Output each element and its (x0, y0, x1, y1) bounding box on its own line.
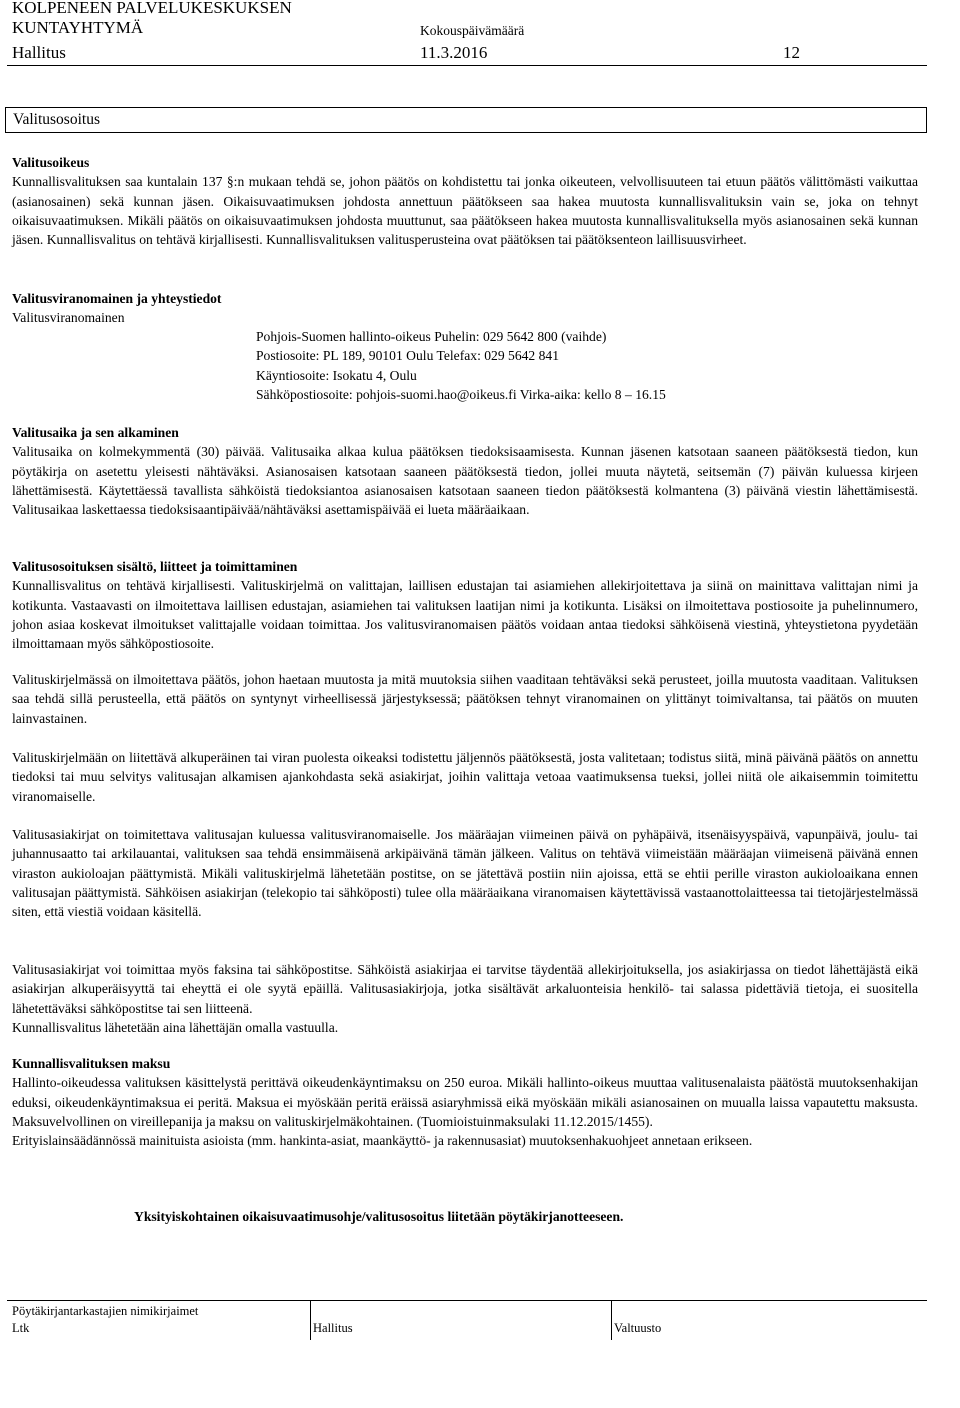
section-text: Hallinto-oikeudessa valituksen käsittelystä perittävä oikeudenkäyntimaksu on 250 euroa. Mikäli hallinto-oikeus muuttaa valitusenalaista päätöstä muutoksenhakijan eduksi, oikeudenkäyntimaksua ei peritä. Maksua ei myöskään peritä eräissä asiaryhmissä eikä myöskään mikäli asianosainen on muualla laissa vapautettu maksusta. Maksuvelvollinen on vireillepanija ja maksu on valituskirjelmäkohtainen. (Tuomioistuinmaksulaki 11.12.2015/1455). (12, 1075, 918, 1129)
header-divider (7, 65, 927, 66)
section-paragraph: Valituskirjelmässä on ilmoitettava päätös, johon haetaan muutosta ja mitä muutoksia siihen vaaditaan tehtäväksi sekä perusteet, joilla muutosta vaaditaan. Valituksen saa tehdä sillä perusteella, että päätös on syntynyt virheellisessä järjestyksessä; päätöksen tehnyt viranomainen on ylittänyt toimivaltansa, tai päätös on muuten lainvastainen. (12, 672, 918, 726)
governing-body-name: Hallitus (12, 43, 66, 62)
authority-address-block (256, 327, 666, 404)
section-heading: Kunnallisvalituksen maksu (12, 1056, 171, 1071)
page-number: 12 (783, 43, 800, 62)
meeting-date-label: Kokouspäivämäärä (420, 23, 525, 38)
section-paragraph: Kunnallisvalitus on tehtävä kirjallisesti. Valituskirjelmä on valittajan, laillisen edustajan tai asiamiehen allekirjoitettava ja siinä on mainittava valittajan nimi ja kotikunta. Vastaavasti on ilmoitettava laillisen edustajan, asiamiehen tai valituksen laatijan nimi ja kotikunta. Lisäksi on ilmoitettava postiosoite ja puhelinnumero, johon asiaa koskevat ilmoitukset valittajalle voidaan toimittaa. Jos valitusviranomaisen päätös voidaan antaa tiedoksi sähköisenä viestinä, yhteystietona pyydetään ilmoittamaan myös sähköpostiosoite. (12, 578, 918, 652)
section-text: Valitusaika on kolmekymmentä (30) päivää. Valitusaika alkaa kulua päätöksen tiedoksisaamisesta. Kunnan jäsenen katsotaan saaneen päätöksestä tiedon, kun pöytäkirja on asetettu yleisesti nähtäväksi. Asianosaisen katsotaan saaneen päätöksestä tiedon, jollei muuta näytetä, seitsemän (7) päivän kuluessa kirjeen lähettämisestä. Käytettäessä tavallista sähköistä tiedoksiantoa asianosaisen katsotaan saaneen tiedon päätöksestä kolmantena (3) päivänä viestin lähettämisestä. Valitusaikaa laskettaessa tiedoksisaantipäivää/nähtäväksi asettamispäivää ei lueta määräaikaan. (12, 444, 918, 518)
footer-column-divider (310, 1300, 311, 1340)
footer-divider (7, 1300, 927, 1301)
footer-col-valtuusto: Valtuusto (614, 1321, 662, 1335)
section-heading: Valitusosoituksen sisältö, liitteet ja toimittaminen (12, 559, 298, 574)
section-valitusoikeus (12, 153, 918, 249)
section-heading: Valitusaika ja sen alkaminen (12, 425, 179, 440)
section-paragraph: Valitusasiakirjat on toimitettava valitusajan kuluessa valitusviranomaiselle. Jos määräajan viimeinen päivä on pyhäpäivä, itsenäisyyspäivä, vapunpäivä, joulu- tai juhannusaatto tai arkilauantai, valituksen saa tehdä ensimmäisenä arkipäivänä tämän jälkeen. Valitus on tehtävä viimeistään määräajan viimeisenä päivänä ennen viraston aukioloajan päättymistä. Mikäli valituskirjelmä lähetetään postitse, on se jätettävä postiin niin ajoissa, että se ehtii perille viraston aukioloaikana ennen valitusajan päättymistä. Sähköisen asiakirjan (telekopio tai sähköposti) tulee olla määräaikana viranomaisen käytettävissä vastaanottolaitteessa tai tietojärjestelmässä siten, että viestiä voidaan käsitellä. (12, 827, 918, 920)
footer-column-divider (611, 1300, 612, 1340)
section-maksu (12, 1054, 918, 1150)
section-valitusaika (12, 423, 918, 519)
section-paragraph-block (12, 960, 918, 1037)
section-viranomainen (12, 289, 918, 328)
section-paragraph: Valituskirjelmään on liitettävä alkuperäinen tai viran puolesta oikeaksi todistettu jäljennös päätöksestä, josta valitetaan; todistus siitä, minä päivänä päätös on annettu tiedoksi tai muu selvitys valitusajan alkamisen ajankohdasta sekä asiakirjat, joihin valittaja vetoaa vaatimuksensa tueksi, jollei niitä ole aikaisemmin toimitettu viranomaiselle. (12, 750, 918, 804)
section-paragraph: Kunnallisvalitus lähetetään aina lähettäjän omalla vastuulla. (12, 1019, 339, 1035)
address-line: Pohjois-Suomen hallinto-oikeus Puhelin: 029 5642 800 (vaihde) (256, 329, 607, 344)
address-line: Käyntiosoite: Isokatu 4, Oulu (256, 367, 417, 383)
section-sisalto (12, 557, 918, 653)
footer-col-hallitus: Hallitus (313, 1321, 353, 1335)
document-title: Valitusosoitus (13, 111, 100, 128)
signatures-label: Pöytäkirjantarkastajien nimikirjaimet (12, 1304, 199, 1318)
address-line: Postiosoite: PL 189, 90101 Oulu Telefax: 029 5642 841 (256, 348, 560, 364)
footer-col-ltk: Ltk (12, 1321, 30, 1335)
organization-name-line2: KUNTAYHTYMÄ (12, 18, 144, 37)
section-text: Kunnallisvalituksen saa kuntalain 137 §:n mukaan tehdä se, johon päätös on kohdistettu tai jonka oikeuteen, velvollisuuteen tai etuun päätös välittömästi vaikuttaa (asianosainen) sekä kunnan jäsen. Oikaisuvaatimuksen johdosta annettuun päätökseen saa hakea muutosta kunnallisvalituksin vain se, joka on tehnyt oikaisuvaatimuksen. Mikäli päätös on oikaisuvaatimuksen johdosta muuttunut, saa päätökseen hakea muutosta kunnallisvalituksella myös asianosainen sekä kunnan jäsen. Kunnallisvalitus on tehtävä kirjallisesti. Kunnallisvalituksen valitusperusteina ovat päätöksen tai päätöksenteon laillisuusvirheet. (12, 174, 918, 248)
section-paragraph-block (12, 825, 918, 921)
section-heading: Valitusoikeus (12, 155, 90, 170)
closing-note: Yksityiskohtainen oikaisuvaatimusohje/valitusosoitus liitetään pöytäkirjanotteeseen. (134, 1209, 624, 1224)
section-text: Erityislainsäädännössä mainituista asioista (mm. hankinta-asiat, maankäyttö- ja rakennusasiat) muutoksenhakuohjeet annetaan erikseen. (12, 1133, 753, 1149)
section-paragraph-block (12, 748, 918, 806)
meeting-date: 11.3.2016 (420, 43, 488, 62)
section-paragraph: Valitusasiakirjat voi toimittaa myös faksina tai sähköpostitse. Sähköistä asiakirjaa ei tarvitse täydentää allekirjoituksella, jos asiakirjassa on tiedot lähettäjästä eikä asiakirjan alkuperäisyyttä tai eheyttä ei ole syytä epäillä. Valitusasiakirjoja, jotka sisältävät arkaluonteisia henkilö- tai salassa pidettäviä tietoja, ei suositella lähetettäväksi sähköpostitse tai sen liitteenä. (12, 962, 918, 1016)
organization-name-line1: KOLPENEEN PALVELUKESKUKSEN (12, 0, 292, 17)
document-title-box (5, 107, 927, 133)
address-line: Sähköpostiosoite: pohjois-suomi.hao@oikeus.fi Virka-aika: kello 8 – 16.15 (256, 386, 666, 402)
section-heading: Valitusviranomainen ja yhteystiedot (12, 291, 222, 306)
authority-label: Valitusviranomainen (12, 310, 125, 326)
section-paragraph-block (12, 670, 918, 728)
